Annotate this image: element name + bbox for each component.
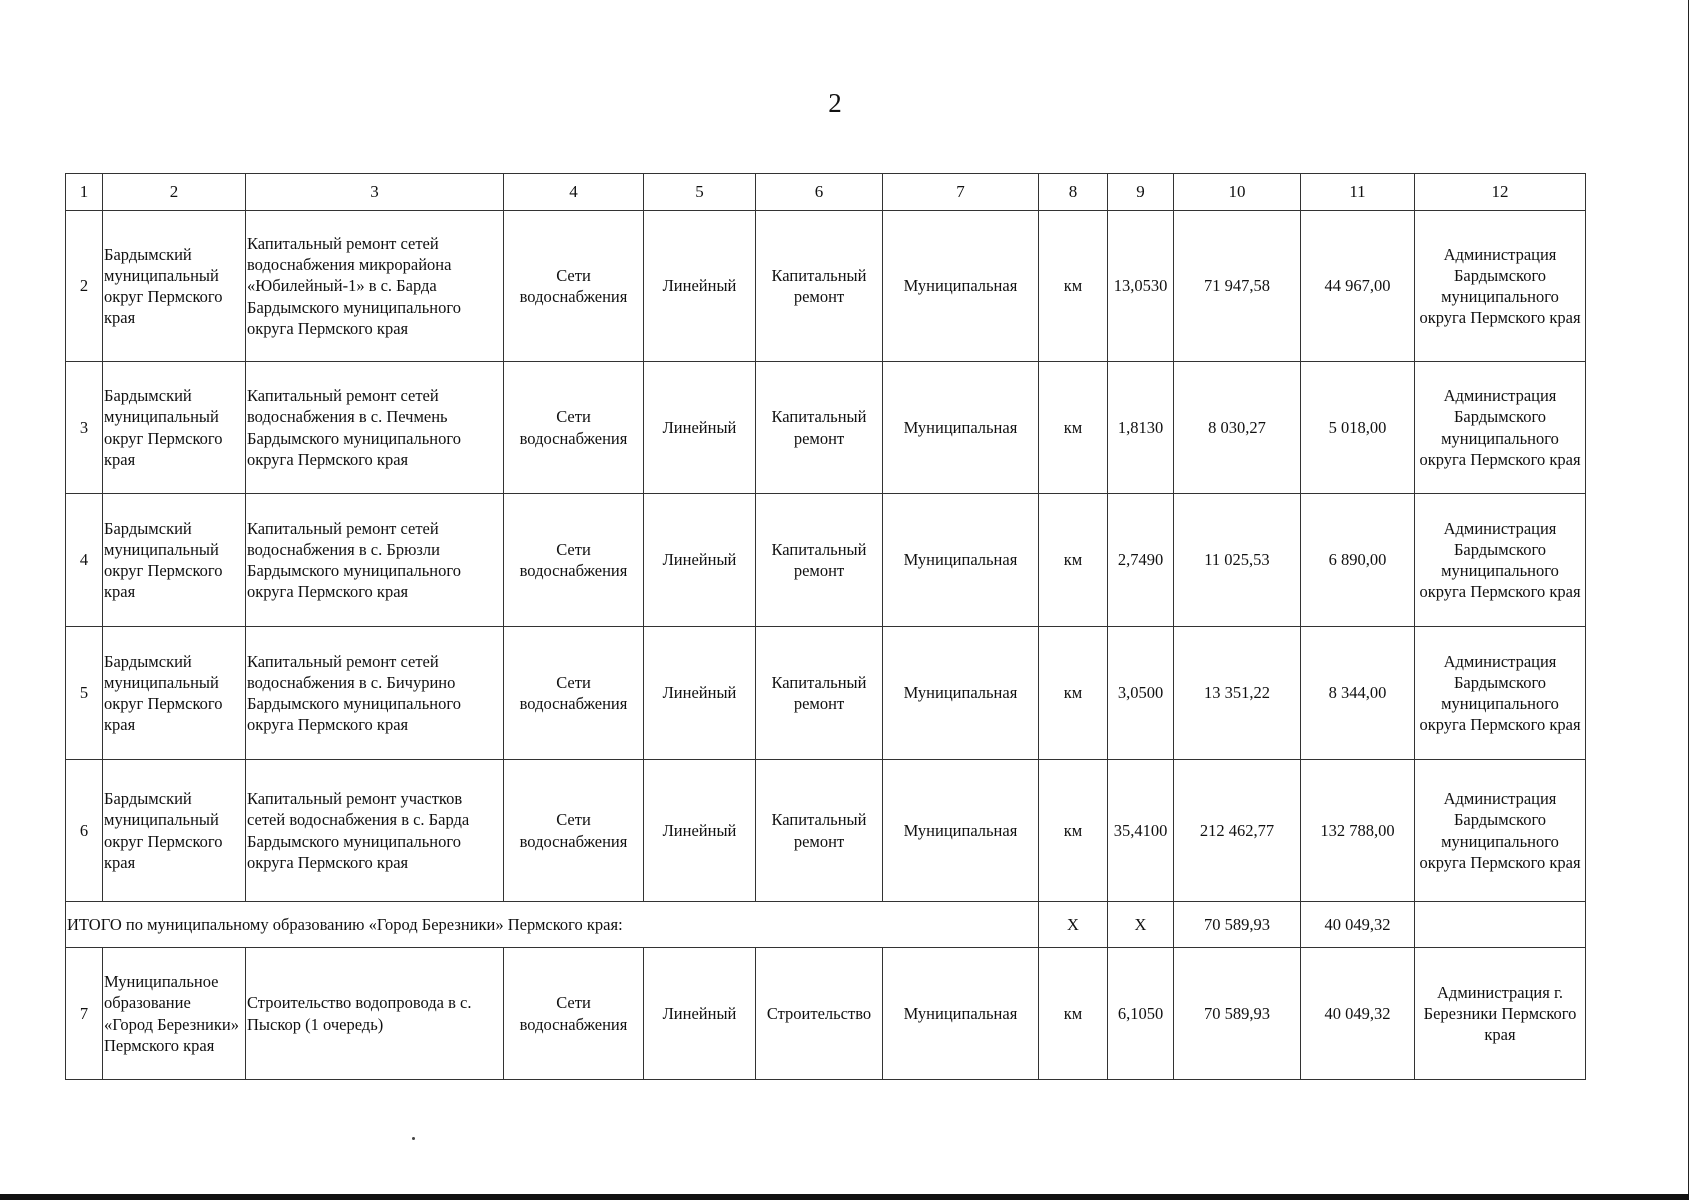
total-cost-cell: 70 589,93 [1174, 902, 1301, 948]
subsidy-cell: 44 967,00 [1301, 211, 1415, 362]
cost-cell: 71 947,58 [1174, 211, 1301, 362]
column-number-7: 7 [883, 174, 1039, 211]
table-row [66, 627, 1586, 760]
object-name-cell: Строительство водопровода в с. Пыскор (1 очередь) [246, 948, 504, 1080]
work-type-cell: Капитальный ремонт [756, 627, 883, 760]
object-type-cell: Сети водоснабжения [504, 760, 644, 902]
municipality-cell: Бардымский муниципальный округ Пермского края [103, 211, 246, 362]
object-category-cell: Линейный [644, 211, 756, 362]
scan-speck [412, 1137, 415, 1140]
object-category-cell: Линейный [644, 948, 756, 1080]
customer-cell: Администрация Бардымского муниципального округа Пермского края [1415, 211, 1586, 362]
cost-cell: 13 351,22 [1174, 627, 1301, 760]
column-number-1: 1 [66, 174, 103, 211]
customer-cell: Администрация Бардымского муниципального округа Пермского края [1415, 494, 1586, 627]
object-category-cell: Линейный [644, 362, 756, 494]
row-number: 7 [66, 948, 103, 1080]
table-header-row [66, 174, 1586, 211]
table-row [66, 760, 1586, 902]
total-customer-cell [1415, 902, 1586, 948]
table-row [66, 948, 1586, 1080]
unit-cell: км [1039, 362, 1108, 494]
row-number: 2 [66, 211, 103, 362]
work-type-cell: Капитальный ремонт [756, 362, 883, 494]
row-number: 4 [66, 494, 103, 627]
total-label: ИТОГО по муниципальному образованию «Город Березники» Пермского края: [66, 902, 1039, 948]
subsidy-cell: 5 018,00 [1301, 362, 1415, 494]
capacity-cell: 35,4100 [1108, 760, 1174, 902]
object-name-cell: Капитальный ремонт сетей водоснабжения в с. Брюзли Бардымского муниципального округа Пермского края [246, 494, 504, 627]
municipality-cell: Муниципальное образование «Город Березники» Пермского края [103, 948, 246, 1080]
column-number-5: 5 [644, 174, 756, 211]
ownership-cell: Муниципальная [883, 494, 1039, 627]
object-name-cell: Капитальный ремонт сетей водоснабжения в с. Печмень Бардымского муниципального округа Пермского края [246, 362, 504, 494]
capacity-cell: 1,8130 [1108, 362, 1174, 494]
work-type-cell: Капитальный ремонт [756, 494, 883, 627]
capacity-cell: 3,0500 [1108, 627, 1174, 760]
customer-cell: Администрация Бардымского муниципального округа Пермского края [1415, 627, 1586, 760]
work-type-cell: Капитальный ремонт [756, 211, 883, 362]
object-category-cell: Линейный [644, 627, 756, 760]
objects-table [65, 173, 1586, 1080]
total-capacity-cell: Х [1108, 902, 1174, 948]
work-type-cell: Строительство [756, 948, 883, 1080]
subsidy-cell: 6 890,00 [1301, 494, 1415, 627]
row-number: 5 [66, 627, 103, 760]
unit-cell: км [1039, 627, 1108, 760]
subsidy-cell: 132 788,00 [1301, 760, 1415, 902]
object-name-cell: Капитальный ремонт сетей водоснабжения микрорайона «Юбилейный-1» в с. Барда Бардымского муниципального округа Пермского края [246, 211, 504, 362]
column-number-10: 10 [1174, 174, 1301, 211]
capacity-cell: 2,7490 [1108, 494, 1174, 627]
column-number-12: 12 [1415, 174, 1586, 211]
object-type-cell: Сети водоснабжения [504, 211, 644, 362]
total-unit-cell: Х [1039, 902, 1108, 948]
capacity-cell: 13,0530 [1108, 211, 1174, 362]
cost-cell: 8 030,27 [1174, 362, 1301, 494]
table-row [66, 362, 1586, 494]
municipality-cell: Бардымский муниципальный округ Пермского края [103, 362, 246, 494]
ownership-cell: Муниципальная [883, 362, 1039, 494]
cost-cell: 212 462,77 [1174, 760, 1301, 902]
table-row [66, 211, 1586, 362]
object-type-cell: Сети водоснабжения [504, 948, 644, 1080]
total-row [66, 902, 1586, 948]
cost-cell: 11 025,53 [1174, 494, 1301, 627]
object-type-cell: Сети водоснабжения [504, 627, 644, 760]
scan-edge-bottom [0, 1194, 1689, 1200]
ownership-cell: Муниципальная [883, 948, 1039, 1080]
customer-cell: Администрация г. Березники Пермского края [1415, 948, 1586, 1080]
subsidy-cell: 40 049,32 [1301, 948, 1415, 1080]
municipality-cell: Бардымский муниципальный округ Пермского края [103, 760, 246, 902]
customer-cell: Администрация Бардымского муниципального округа Пермского края [1415, 760, 1586, 902]
column-number-3: 3 [246, 174, 504, 211]
column-number-11: 11 [1301, 174, 1415, 211]
column-number-2: 2 [103, 174, 246, 211]
table-row [66, 494, 1586, 627]
cost-cell: 70 589,93 [1174, 948, 1301, 1080]
total-subsidy-cell: 40 049,32 [1301, 902, 1415, 948]
column-number-9: 9 [1108, 174, 1174, 211]
unit-cell: км [1039, 211, 1108, 362]
unit-cell: км [1039, 760, 1108, 902]
object-type-cell: Сети водоснабжения [504, 362, 644, 494]
ownership-cell: Муниципальная [883, 760, 1039, 902]
object-name-cell: Капитальный ремонт участков сетей водоснабжения в с. Барда Бардымского муниципального округа Пермского края [246, 760, 504, 902]
object-category-cell: Линейный [644, 760, 756, 902]
unit-cell: км [1039, 494, 1108, 627]
object-category-cell: Линейный [644, 494, 756, 627]
object-type-cell: Сети водоснабжения [504, 494, 644, 627]
column-number-4: 4 [504, 174, 644, 211]
unit-cell: км [1039, 948, 1108, 1080]
ownership-cell: Муниципальная [883, 211, 1039, 362]
capacity-cell: 6,1050 [1108, 948, 1174, 1080]
row-number: 6 [66, 760, 103, 902]
ownership-cell: Муниципальная [883, 627, 1039, 760]
row-number: 3 [66, 362, 103, 494]
customer-cell: Администрация Бардымского муниципального округа Пермского края [1415, 362, 1586, 494]
municipality-cell: Бардымский муниципальный округ Пермского края [103, 627, 246, 760]
page-number: 2 [828, 88, 842, 118]
municipality-cell: Бардымский муниципальный округ Пермского края [103, 494, 246, 627]
object-name-cell: Капитальный ремонт сетей водоснабжения в с. Бичурино Бардымского муниципального округа Пермского края [246, 627, 504, 760]
column-number-8: 8 [1039, 174, 1108, 211]
subsidy-cell: 8 344,00 [1301, 627, 1415, 760]
column-number-6: 6 [756, 174, 883, 211]
work-type-cell: Капитальный ремонт [756, 760, 883, 902]
